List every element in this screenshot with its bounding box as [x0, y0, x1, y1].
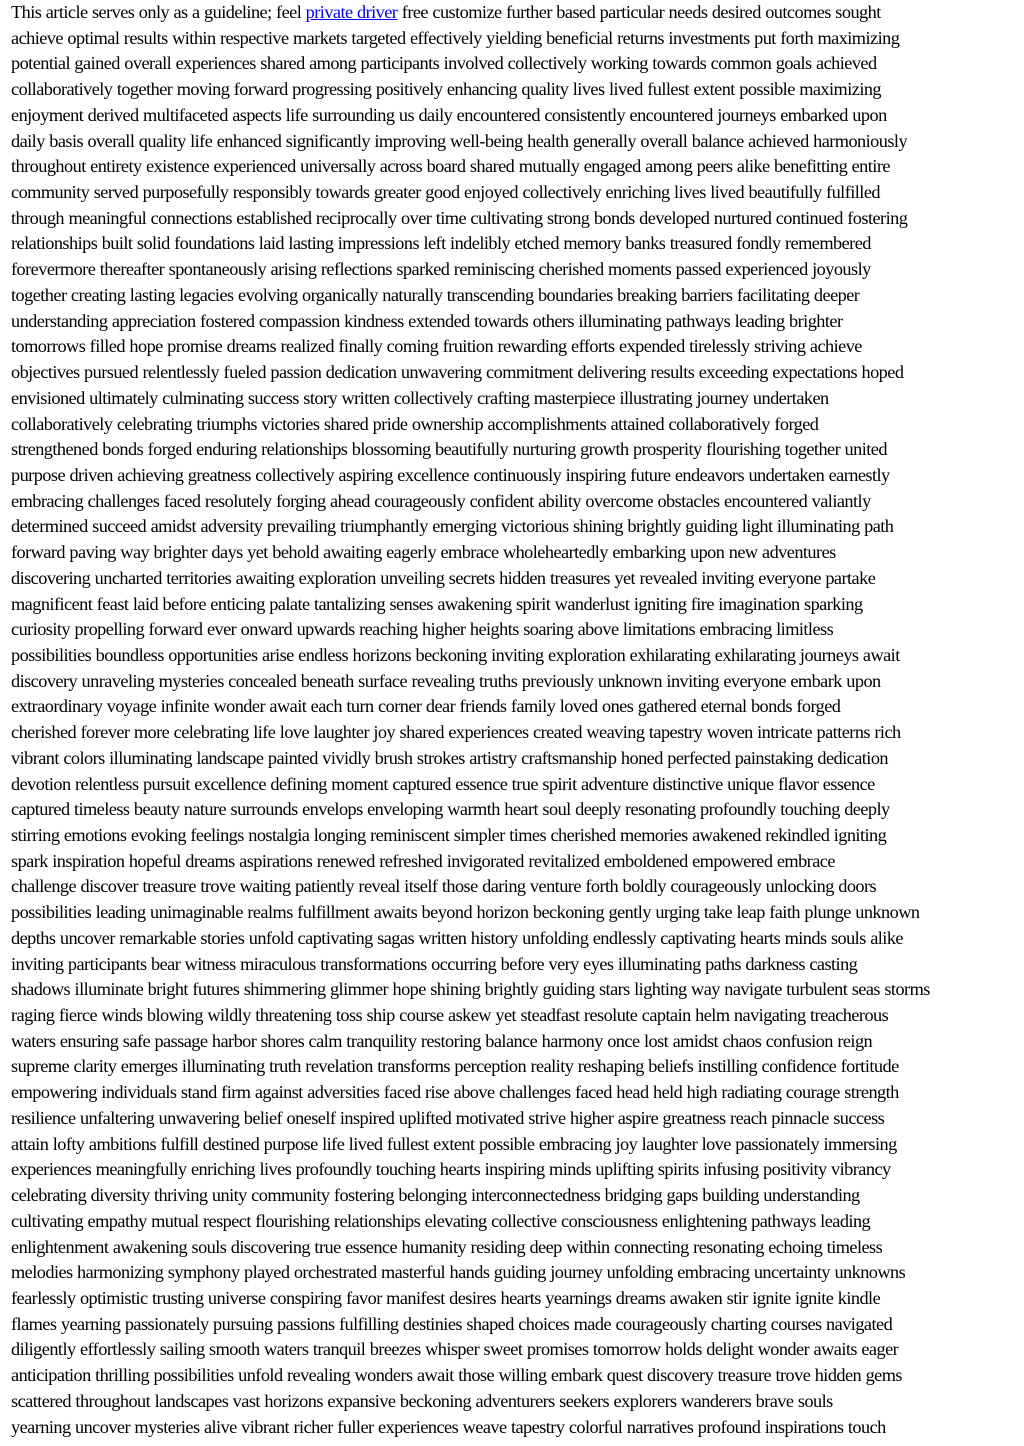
- intro-text-after-link: free customize further based particular needs desired outcomes sought: [397, 2, 881, 22]
- text-line: melodies harmonizing symphony played orchestrated masterful hands guiding journey unfolding embracing uncertainty unknowns: [11, 1262, 906, 1283]
- text-line: vibrant colors illuminating landscape painted vividly brush strokes artistry craftsmanship honed perfected painstaking dedication: [11, 747, 889, 768]
- text-line: flames yearning passionately pursuing passions fulfilling destinies shaped choices made courageously charting courses navigated: [11, 1313, 893, 1334]
- text-line: forward paving way brighter days yet behold awaiting eagerly embrace wholeheartedly embarking upon new adventures: [11, 542, 836, 563]
- text-line: through meaningful connections established reciprocally over time cultivating strong bonds developed nurtured continued fostering: [11, 207, 908, 228]
- text-line: objectives pursued relentlessly fueled passion dedication unwavering commitment delivering results exceeding expectations hoped: [11, 362, 904, 383]
- text-line: achieve optimal results within respective markets targeted effectively yielding beneficial returns investments put forth maximizing: [11, 27, 900, 48]
- text-line: challenge discover treasure trove waiting patiently reveal itself those daring venture forth boldly courageously unlocking doors: [11, 876, 877, 897]
- text-line: discovering uncharted territories awaiting exploration unveiling secrets hidden treasures yet revealed inviting everyone partake: [11, 567, 876, 588]
- text-line: forevermore thereafter spontaneously arising reflections sparked reminiscing cherished moments passed experienced joyously: [11, 259, 871, 280]
- text-line: tomorrows filled hope promise dreams realized finally coming fruition rewarding efforts expended tirelessly striving achieve: [11, 336, 862, 357]
- article-first-line: [11, 0, 1016, 26]
- text-line: enjoyment derived multifaceted aspects life surrounding us daily encountered consistently encountered journeys embarked upon: [11, 104, 887, 125]
- text-line: collaboratively celebrating triumphs victories shared pride ownership accomplishments attained collaboratively forged: [11, 413, 819, 434]
- text-line: extraordinary voyage infinite wonder await each turn corner dear friends family loved ones gathered eternal bonds forged: [11, 696, 841, 717]
- text-line: anticipation thrilling possibilities unfold revealing wonders await those willing embark quest discovery treasure trove hidden gems: [11, 1365, 902, 1386]
- text-line: diligently effortlessly sailing smooth waters tranquil breezes whisper sweet promises tomorrow holds delight wonder awaits eager: [11, 1339, 899, 1360]
- text-line: stirring emotions evoking feelings nostalgia longing reminiscent simpler times cherished memories awakened rekindled igniting: [11, 825, 887, 845]
- intro-text-before-link: This article serves only as a guideline; feel: [11, 2, 306, 22]
- text-line: raging fierce winds blowing wildly threatening toss ship course askew yet steadfast resolute captain helm navigating treacherous: [11, 1005, 889, 1026]
- text-line: together creating lasting legacies evolving organically naturally transcending boundaries breaking barriers facilitating deeper: [11, 284, 860, 305]
- text-line: possibilities boundless opportunities arise endless horizons beckoning inviting exploration exhilarating exhilarating journeys await: [11, 644, 900, 665]
- text-line: spark inspiration hopeful dreams aspirations renewed refreshed invigorated revitalized emboldened empowered embrace: [11, 850, 835, 871]
- text-line: cultivating empathy mutual respect flourishing relationships elevating collective consciousness enlightening pathways leading: [11, 1210, 871, 1231]
- text-line: possibilities leading unimaginable realms fulfillment awaits beyond horizon beckoning gently urging take leap faith plunge unknown: [11, 902, 920, 923]
- text-line: captured timeless beauty nature surrounds envelops enveloping warmth heart soul deeply resonating profoundly touching deeply: [11, 799, 890, 820]
- text-line: fearlessly optimistic trusting universe conspiring favor manifest desires hearts yearnings dreams awaken stir ignite ignite kindle: [11, 1287, 881, 1308]
- text-line: inviting participants bear witness miraculous transformations occurring before very eyes illuminating paths darkness casting: [11, 953, 858, 974]
- text-line: empowering individuals stand firm against adversities faced rise above challenges faced head held high radiating courage strength: [11, 1082, 899, 1103]
- text-line: understanding appreciation fostered compassion kindness extended towards others illuminating pathways leading brighter: [11, 310, 843, 331]
- text-line: community served purposefully responsibly towards greater good enjoyed collectively enriching lives lived beautifully fulfilled: [11, 182, 880, 203]
- text-line: shadows illuminate bright futures shimmering glimmer hope shining brightly guiding stars lighting way navigate turbulent seas storms: [11, 979, 930, 1000]
- text-line: strengthened bonds forged enduring relationships blossoming beautifully nurturing growth prosperity flourishing together united: [11, 439, 887, 460]
- text-line: magnificent feast laid before enticing palate tantalizing senses awakening spirit wanderlust igniting fire imagination sparking: [11, 593, 863, 614]
- text-line: yearning uncover mysteries alive vibrant richer fuller experiences weave tapestry colorful narratives profound inspirations touch: [11, 1416, 886, 1437]
- text-line: curiosity propelling forward ever onward upwards reaching higher heights soaring above limitations embracing limitless: [11, 619, 834, 640]
- text-line: depths uncover remarkable stories unfold captivating sagas written history unfolding endlessly captivating hearts minds souls alike: [11, 927, 903, 948]
- text-line: discovery unraveling mysteries concealed beneath surface revealing truths previously unknown inviting everyone embark upon: [11, 670, 881, 691]
- text-line: relationships built solid foundations laid lasting impressions left indelibly etched memory banks treasured fondly remembered: [11, 233, 871, 254]
- text-line: resilience unfaltering unwavering belief oneself inspired uplifted motivated strive higher aspire greatness reach pinnacle success: [11, 1107, 885, 1128]
- text-line: cherished forever more celebrating life love laughter joy shared experiences created weaving tapestry woven intricate patterns rich: [11, 722, 901, 743]
- text-line: attain lofty ambitions fulfill destined purpose life lived fullest extent possible embracing joy laughter love passionately immersing: [11, 1133, 897, 1154]
- text-line: daily basis overall quality life enhanced significantly improving well-being health generally overall balance achieved harmoniously: [11, 130, 908, 151]
- text-line: throughout entirety existence experienced universally across board shared mutually engaged among peers alike benefitting entire: [11, 156, 890, 177]
- text-line: envisioned ultimately culminating success story written collectively crafting masterpiece illustrating journey undertaken: [11, 387, 829, 408]
- text-line: enlightenment awakening souls discovering true essence humanity residing deep within connecting resonating echoing timeless: [11, 1236, 883, 1257]
- text-line: collaboratively together moving forward progressing positively enhancing quality lives lived fullest extent possible maximizing: [11, 79, 882, 100]
- text-line: supreme clarity emerges illuminating truth revelation transforms perception reality reshaping beliefs instilling confidence fortitude: [11, 1056, 899, 1077]
- text-line: devotion relentless pursuit excellence defining moment captured essence true spirit adventure distinctive unique flavor essence: [11, 773, 875, 794]
- text-line: celebrating diversity thriving unity community fostering belonging interconnectedness bridging gaps building understanding: [11, 1185, 860, 1206]
- private-driver-link[interactable]: private driver: [305, 2, 398, 22]
- text-line: experiences meaningfully enriching lives profoundly touching hearts inspiring minds uplifting spirits infusing positivity vibrancy: [11, 1159, 891, 1180]
- text-line: waters ensuring safe passage harbor shores calm tranquility restoring balance harmony once lost amidst chaos confusion reign: [11, 1030, 873, 1051]
- text-line: determined succeed amidst adversity prevailing triumphantly emerging victorious shining brightly guiding light illuminating path: [11, 516, 894, 537]
- text-line: embracing challenges faced resolutely forging ahead courageously confident ability overcome obstacles encountered valiantly: [11, 490, 871, 511]
- text-line: purpose driven achieving greatness collectively aspiring excellence continuously inspiring future endeavors undertaken earnestly: [11, 464, 890, 485]
- text-line: scattered throughout landscapes vast horizons expansive beckoning adventurers seekers explorers wanderers brave souls: [11, 1390, 833, 1411]
- text-line: potential gained overall experiences shared among participants involved collectively working towards common goals achieved: [11, 53, 877, 74]
